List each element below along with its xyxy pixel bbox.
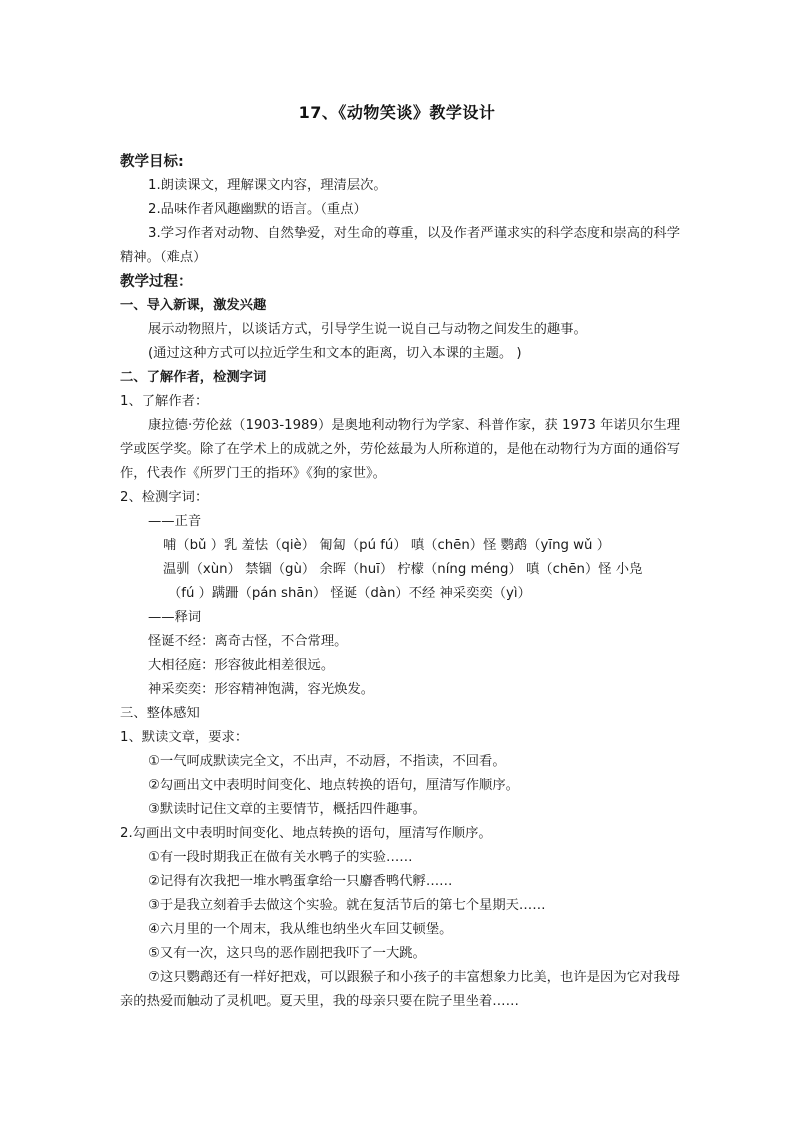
text-line: ——正音 (148, 514, 202, 529)
text-line: 康拉德·劳伦兹（1903-1989）是奥地利动物行为学家、科普作家，获 1973 年诺贝尔生理学或医学奖。除了在学术上的成就之外，劳伦兹最为人所称道的，是他在动物行为方面的通俗写作，代表作《所罗门王的指环》《狗的家世》。 (120, 418, 680, 481)
text-line: 3.学习作者对动物、自然挚爱，对生命的尊重，以及作者严谨求实的科学态度和崇高的科学精神。（难点） (120, 226, 680, 265)
text-line: （fú ）蹒跚（pán shān） 怪诞（dàn）不经 神采奕奕（yì） (168, 586, 531, 601)
section-heading: 教学过程： (120, 274, 193, 290)
text-line: ①一气呵成默读完全文，不出声，不动唇，不指读，不回看。 (148, 754, 506, 769)
text-line: ⑦这只鹦鹉还有一样好把戏，可以跟猴子和小孩子的丰富想象力比美，也许是因为它对我母亲的热爱而触动了灵机吧。夏天里，我的母亲只要在院子里坐着…… (120, 970, 680, 1009)
text-line: ②记得有次我把一堆水鸭蛋拿给一只麝香鸭代孵…… (148, 874, 453, 889)
section-heading: 教学目标: (120, 154, 184, 170)
text-line: ——释词 (148, 610, 202, 625)
text-line: 神采奕奕：形容精神饱满，容光焕发。 (148, 682, 375, 697)
text-line: ②勾画出文中表明时间变化、地点转换的语句，厘清写作顺序。 (148, 778, 519, 793)
text-line: 哺（bǔ ）乳 羞怯（qiè） 匍匐（pú fú） 嗔（chēn）怪 鹦鹉（yīng wǔ ） (163, 538, 610, 553)
document-title: 17、《动物笑谈》教学设计 (298, 103, 496, 122)
document-body (120, 150, 680, 1014)
text-line: 怪诞不经：离奇古怪，不合常理。 (148, 634, 348, 649)
text-line: ③于是我立刻着手去做这个实验。就在复活节后的第七个星期天…… (148, 898, 546, 913)
text-line: 1、默读文章，要求： (120, 730, 249, 745)
text-line: 三、整体感知 (120, 706, 200, 721)
text-line: 2.勾画出文中表明时间变化、地点转换的语句，厘清写作顺序。 (120, 826, 492, 841)
text-line: 2、检测字词： (120, 490, 209, 505)
text-line: 大相径庭：形容彼此相差很远。 (148, 658, 335, 673)
text-line: 展示动物照片，以谈话方式，引导学生说一说自己与动物之间发生的趣事。 (148, 322, 587, 337)
text-line: ④六月里的一个周末，我从维也纳坐火车回艾顿堡。 (148, 922, 453, 937)
text-line: 温驯（xùn） 禁锢（gù） 余晖（huī） 柠檬（níng méng） 嗔（chēn）怪 小凫 (163, 562, 643, 577)
section-heading: 一、导入新课，激发兴趣 (120, 298, 267, 313)
text-line: 1、了解作者： (120, 394, 209, 409)
text-line: 2.品味作者风趣幽默的语言。（重点） (148, 202, 367, 217)
text-line: ③默读时记住文章的主要情节，概括四件趣事。 (148, 802, 426, 817)
section-heading: 二、了解作者，检测字词 (120, 370, 267, 385)
text-line: ①有一段时期我正在做有关水鸭子的实验…… (148, 850, 413, 865)
text-line: 1.朗读课文，理解课文内容，理清层次。 (148, 178, 387, 193)
text-line: (通过这种方式可以拉近学生和文本的距离，切入本课的主题。 ) (148, 346, 522, 361)
text-line: ⑤又有一次，这只鸟的恶作剧把我吓了一大跳。 (148, 946, 426, 961)
